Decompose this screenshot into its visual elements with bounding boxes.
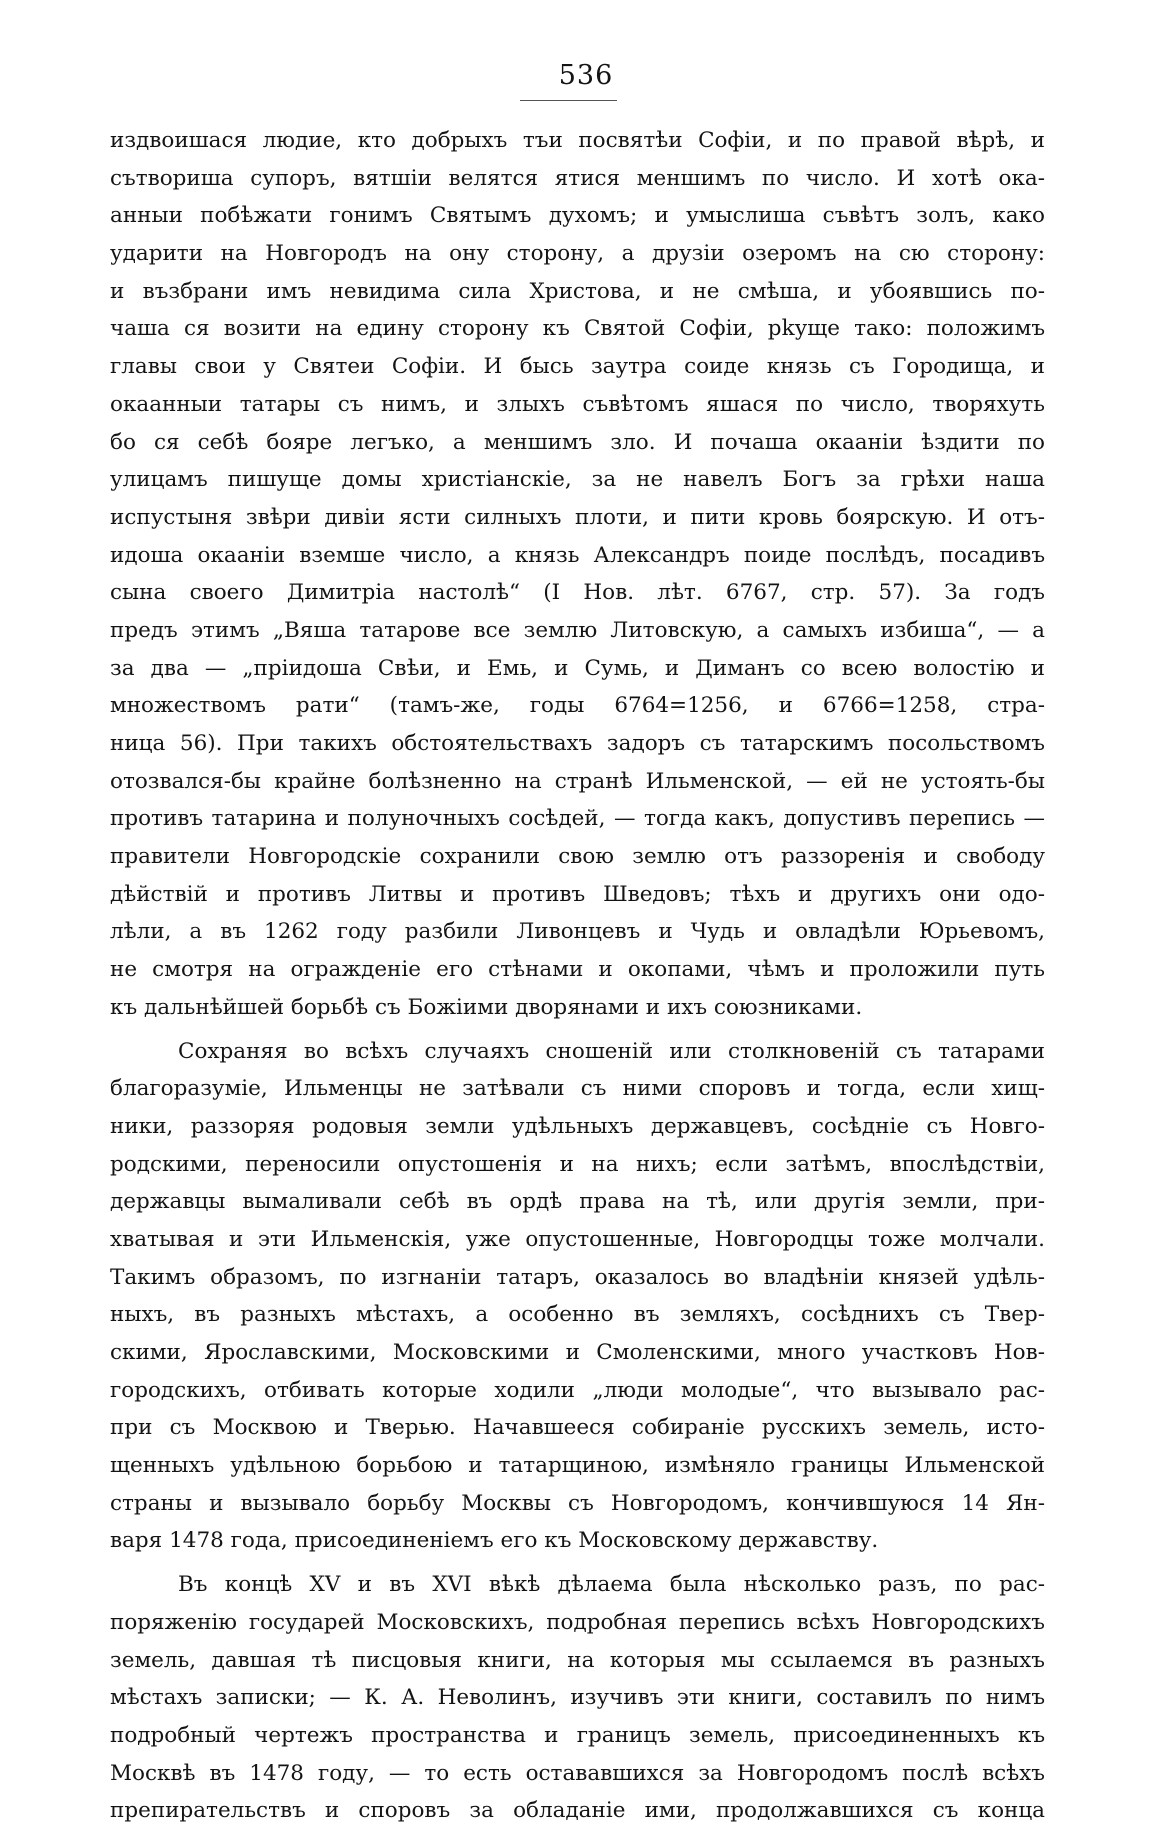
- text-line: предъ этимъ „Вяша татарове все землю Литовскую, а самыхъ избиша“, — а: [110, 617, 1045, 643]
- text-line: дѣйствій и противъ Литвы и противъ Шведовъ; тѣхъ и другихъ они одо-: [110, 881, 1045, 907]
- text-line: державцы вымаливали себѣ въ ордѣ права на тѣ, или другія земли, при-: [110, 1189, 1045, 1215]
- text-line: бо ся себѣ бояре легъко, а меншимъ зло. И почаша окааніи ѣздити по: [110, 429, 1045, 455]
- header-rule: [520, 100, 617, 101]
- body-text: [110, 122, 1045, 1830]
- paragraph: [110, 1566, 1045, 1830]
- text-line: правители Новгородскіе сохранили свою землю отъ раззоренія и свободу: [110, 844, 1045, 870]
- text-line: при съ Москвою и Тверью. Начавшееся собираніе русскихъ земель, исто-: [110, 1415, 1045, 1441]
- text-line: улицамъ пишуще домы христіанскіе, за не навелъ Богъ за грѣхи наша: [110, 467, 1045, 493]
- text-line: противъ татарина и полуночныхъ сосѣдей, — тогда какъ, допустивъ перепись —: [110, 806, 1045, 832]
- text-line: поряженію государей Московскихъ, подробная перепись всѣхъ Новгородскихъ: [110, 1609, 1045, 1635]
- text-line: Такимъ образомъ, по изгнаніи татаръ, оказалось во владѣніи князей удѣль-: [110, 1264, 1045, 1290]
- text-line: благоразуміе, Ильменцы не затѣвали съ ними споровъ и тогда, если хищ-: [110, 1076, 1045, 1102]
- text-line: щенныхъ удѣльною борьбою и татарщиною, измѣняло границы Ильменской: [110, 1453, 1045, 1479]
- text-line: къ дальнѣйшей борьбѣ съ Божіими дворянами и ихъ союзниками.: [110, 994, 863, 1020]
- text-line: испустыня звѣри дивіи ясти силныхъ плоти, и пити кровь боярскую. И отъ-: [110, 504, 1045, 530]
- text-line: ударити на Новгородъ на ону сторону, а друзіи озеромъ на сю сторону:: [110, 241, 1045, 267]
- text-line: издвоишася людие, кто добрыхъ тъи посвятѣи Софіи, и по правой вѣрѣ, и: [110, 128, 1045, 153]
- text-line: и възбрани имъ невидима сила Христова, и не смѣша, и убоявшись по-: [110, 278, 1045, 304]
- text-line: сына своего Димитріа настолѣ“ (I Нов. лѣт. 6767, стр. 57). За годъ: [110, 580, 1045, 606]
- text-line: главы свои у Святеи Софіи. И бысь заутра соиде князь съ Городища, и: [110, 354, 1045, 380]
- text-line: мѣстахъ записки; — К. А. Неволинъ, изучивъ эти книги, составилъ по нимъ: [110, 1685, 1045, 1711]
- text-line: Москвѣ въ 1478 году, — то есть остававшихся за Новгородомъ послѣ всѣхъ: [110, 1760, 1045, 1786]
- text-line: подробный чертежъ пространства и границъ земель, присоединенныхъ къ: [110, 1722, 1045, 1748]
- text-line: земель, давшая тѣ писцовыя книги, на которыя мы ссылаемся въ разныхъ: [110, 1647, 1045, 1673]
- text-line: препирательствъ и споровъ за обладаніе ими, продолжавшихся съ конца: [110, 1798, 1045, 1824]
- page-number: 536: [558, 60, 614, 91]
- text-line: за два — „пріидоша Свѣи, и Емь, и Сумь, и Диманъ со всею волостію и: [110, 655, 1045, 681]
- text-line: множествомъ рати“ (тамъ-же, годы 6764=1256, и 6766=1258, стра-: [110, 693, 1045, 719]
- text-line: чаша ся возити на едину сторону къ Святой Софіи, рkуще тако: положимъ: [110, 316, 1045, 342]
- text-line: анныи побѣжати гонимъ Святымъ духомъ; и умыслиша съвѣтъ золъ, како: [110, 203, 1045, 229]
- paragraph: [110, 1033, 1045, 1561]
- text-line: хватывая и эти Ильменскія, уже опустошенные, Новгородцы тоже молчали.: [110, 1226, 1045, 1252]
- text-line: городскихъ, отбивать которые ходили „люди молодые“, что вызывало рас-: [110, 1377, 1045, 1403]
- text-line: отозвался-бы крайне болѣзненно на странѣ Ильменской, — ей не устоять-бы: [110, 768, 1045, 794]
- text-line: Сохраняя во всѣхъ случаяхъ сношеній или столкновеній съ татарами: [178, 1038, 1045, 1064]
- text-line: сътвориша супоръ, вятшіи велятся ятися меншимъ по число. И хотѣ ока-: [110, 165, 1045, 191]
- paragraph: [110, 122, 1045, 1027]
- text-line: лѣли, а въ 1262 году разбили Ливонцевъ и Чудь и овладѣли Юрьевомъ,: [110, 919, 1045, 945]
- text-line: не смотря на огражденіе его стѣнами и окопами, чѣмъ и проложили путь: [110, 957, 1045, 983]
- text-line: скими, Ярославскими, Московскими и Смоленскими, много участковъ Нов-: [110, 1340, 1045, 1365]
- text-line: страны и вызывало борьбу Москвы съ Новгородомъ, кончившуюся 14 Ян-: [110, 1490, 1045, 1516]
- text-line: ники, раззоряя родовыя земли удѣльныхъ державцевъ, сосѣдніе съ Новго-: [110, 1113, 1045, 1139]
- text-line: Въ концѣ XV и въ XVI вѣкѣ дѣлаема была нѣсколько разъ, по рас-: [178, 1572, 1045, 1598]
- text-line: ныхъ, въ разныхъ мѣстахъ, а особенно въ земляхъ, сосѣднихъ съ Твер-: [110, 1302, 1045, 1328]
- text-line: варя 1478 года, присоединеніемъ его къ Московскому державству.: [110, 1528, 879, 1554]
- text-line: идоша окааніи вземше число, а князь Александръ поиде послѣдъ, посадивъ: [110, 542, 1045, 568]
- text-line: родскими, переносили опустошенія и на нихъ; если затѣмъ, впослѣдствіи,: [110, 1151, 1045, 1177]
- text-line: окаанныи татары съ нимъ, и злыхъ съвѣтомъ яшася по число, творяхуть: [110, 391, 1045, 417]
- text-line: ница 56). При такихъ обстоятельствахъ задоръ съ татарскимъ посольствомъ: [110, 731, 1045, 756]
